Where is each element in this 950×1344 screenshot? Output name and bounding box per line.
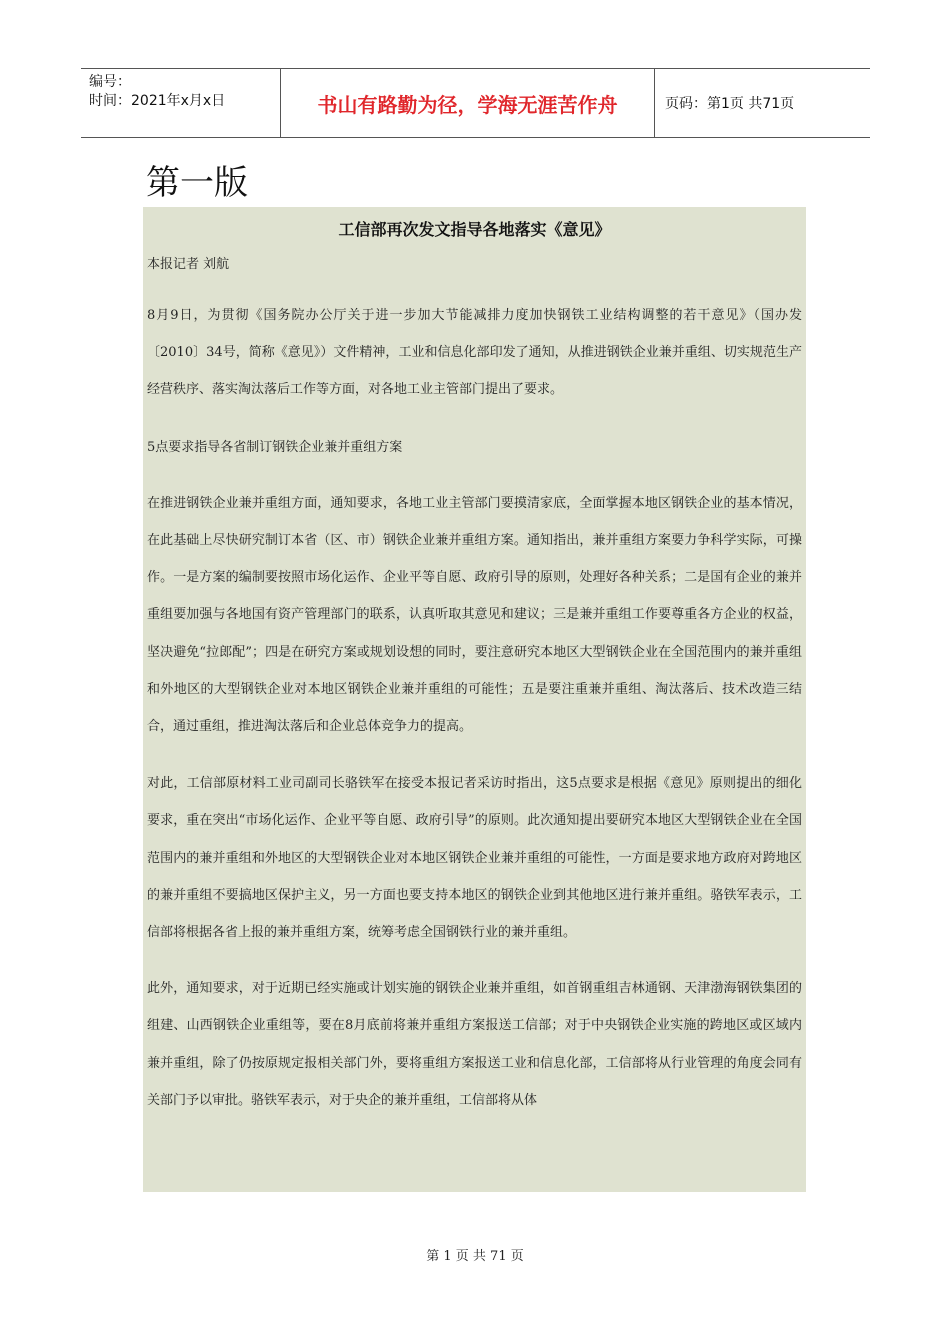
article-paragraph: 8月9日，为贯彻《国务院办公厅关于进一步加大节能减排力度加快钢铁工业结构调整的若干意见》（国办发〔2010〕34号，简称《意见》）文件精神，工业和信息化部印发了通知，从推进钢铁企业兼并重组、切实规范生产经营秩序、落实淘汰落后工作等方面，对各地工业主管部门提出了要求。 xyxy=(147,308,802,398)
article-subheading: 5点要求指导各省制订钢铁企业兼并重组方案 xyxy=(147,439,403,455)
document-number-label: 编号： xyxy=(89,74,131,90)
header-motto: 书山有路勤为径，学海无涯苦作舟 xyxy=(281,69,655,137)
article-byline: 本报记者 刘航 xyxy=(147,257,230,272)
article-paragraph: 对此，工信部原材料工业司副司长骆铁军在接受本报记者采访时指出，这5点要求是根据《意见》原则提出的细化要求，重在突出“市场化运作、企业平等自愿、政府引导”的原则。此次通知提出要研究本地区大型钢铁企业在全国范围内的兼并重组和外地区的大型钢铁企业对本地区钢铁企业兼并重组的可能性，一方面是要求地方政府对跨地区的兼并重组不要搞地区保护主义，另一方面也要支持本地区的钢铁企业到其他地区进行兼并重组。骆铁军表示，工信部将根据各省上报的兼并重组方案，统筹考虑全国钢铁行业的兼并重组。 xyxy=(147,776,802,941)
article-paragraph: 在推进钢铁企业兼并重组方面，通知要求，各地工业主管部门要摸清家底，全面掌握本地区钢铁企业的基本情况，在此基础上尽快研究制订本省（区、市）钢铁企业兼并重组方案。通知指出，兼并重组方案要力争科学实际，可操作。一是方案的编制要按照市场化运作、企业平等自愿、政府引导的原则，处理好各种关系；二是国有企业的兼并重组要加强与各地国有资产管理部门的联系，认真听取其意见和建议；三是兼并重组工作要尊重各方企业的权益，坚决避免“拉郎配”；四是在研究方案或规划设想的同时，要注意研究本地区大型钢铁企业在全国范围内的兼并重组和外地区的大型钢铁企业对本地区钢铁企业兼并重组的可能性；五是要注重兼并重组、淘汰落后、技术改造三结合，通过重组，推进淘汰落后和企业总体竞争力的提高。 xyxy=(147,495,802,735)
article-title: 工信部再次发文指导各地落实《意见》 xyxy=(338,220,611,239)
document-header xyxy=(81,68,870,138)
document-time-label: 时间：2021年x月x日 xyxy=(89,93,226,109)
page-footer: 第 1 页 共 71 页 xyxy=(426,1249,524,1264)
header-meta xyxy=(81,69,281,137)
header-page-label: 页码：第1页 共71页 xyxy=(665,96,795,112)
article-paragraph: 此外，通知要求，对于近期已经实施或计划实施的钢铁企业兼并重组，如首钢重组吉林通钢、天津渤海钢铁集团的组建、山西钢铁企业重组等，要在8月底前将兼并重组方案报送工信部；对于中央钢铁企业实施的跨地区或区域内兼并重组，除了仍按原规定报相关部门外，要将重组方案报送工业和信息化部，工信部将从行业管理的角度会同有关部门予以审批。骆铁军表示，对于央企的兼并重组，工信部将从体 xyxy=(147,981,802,1108)
edition-heading: 第一版 xyxy=(146,163,248,203)
article-panel xyxy=(143,207,806,1192)
